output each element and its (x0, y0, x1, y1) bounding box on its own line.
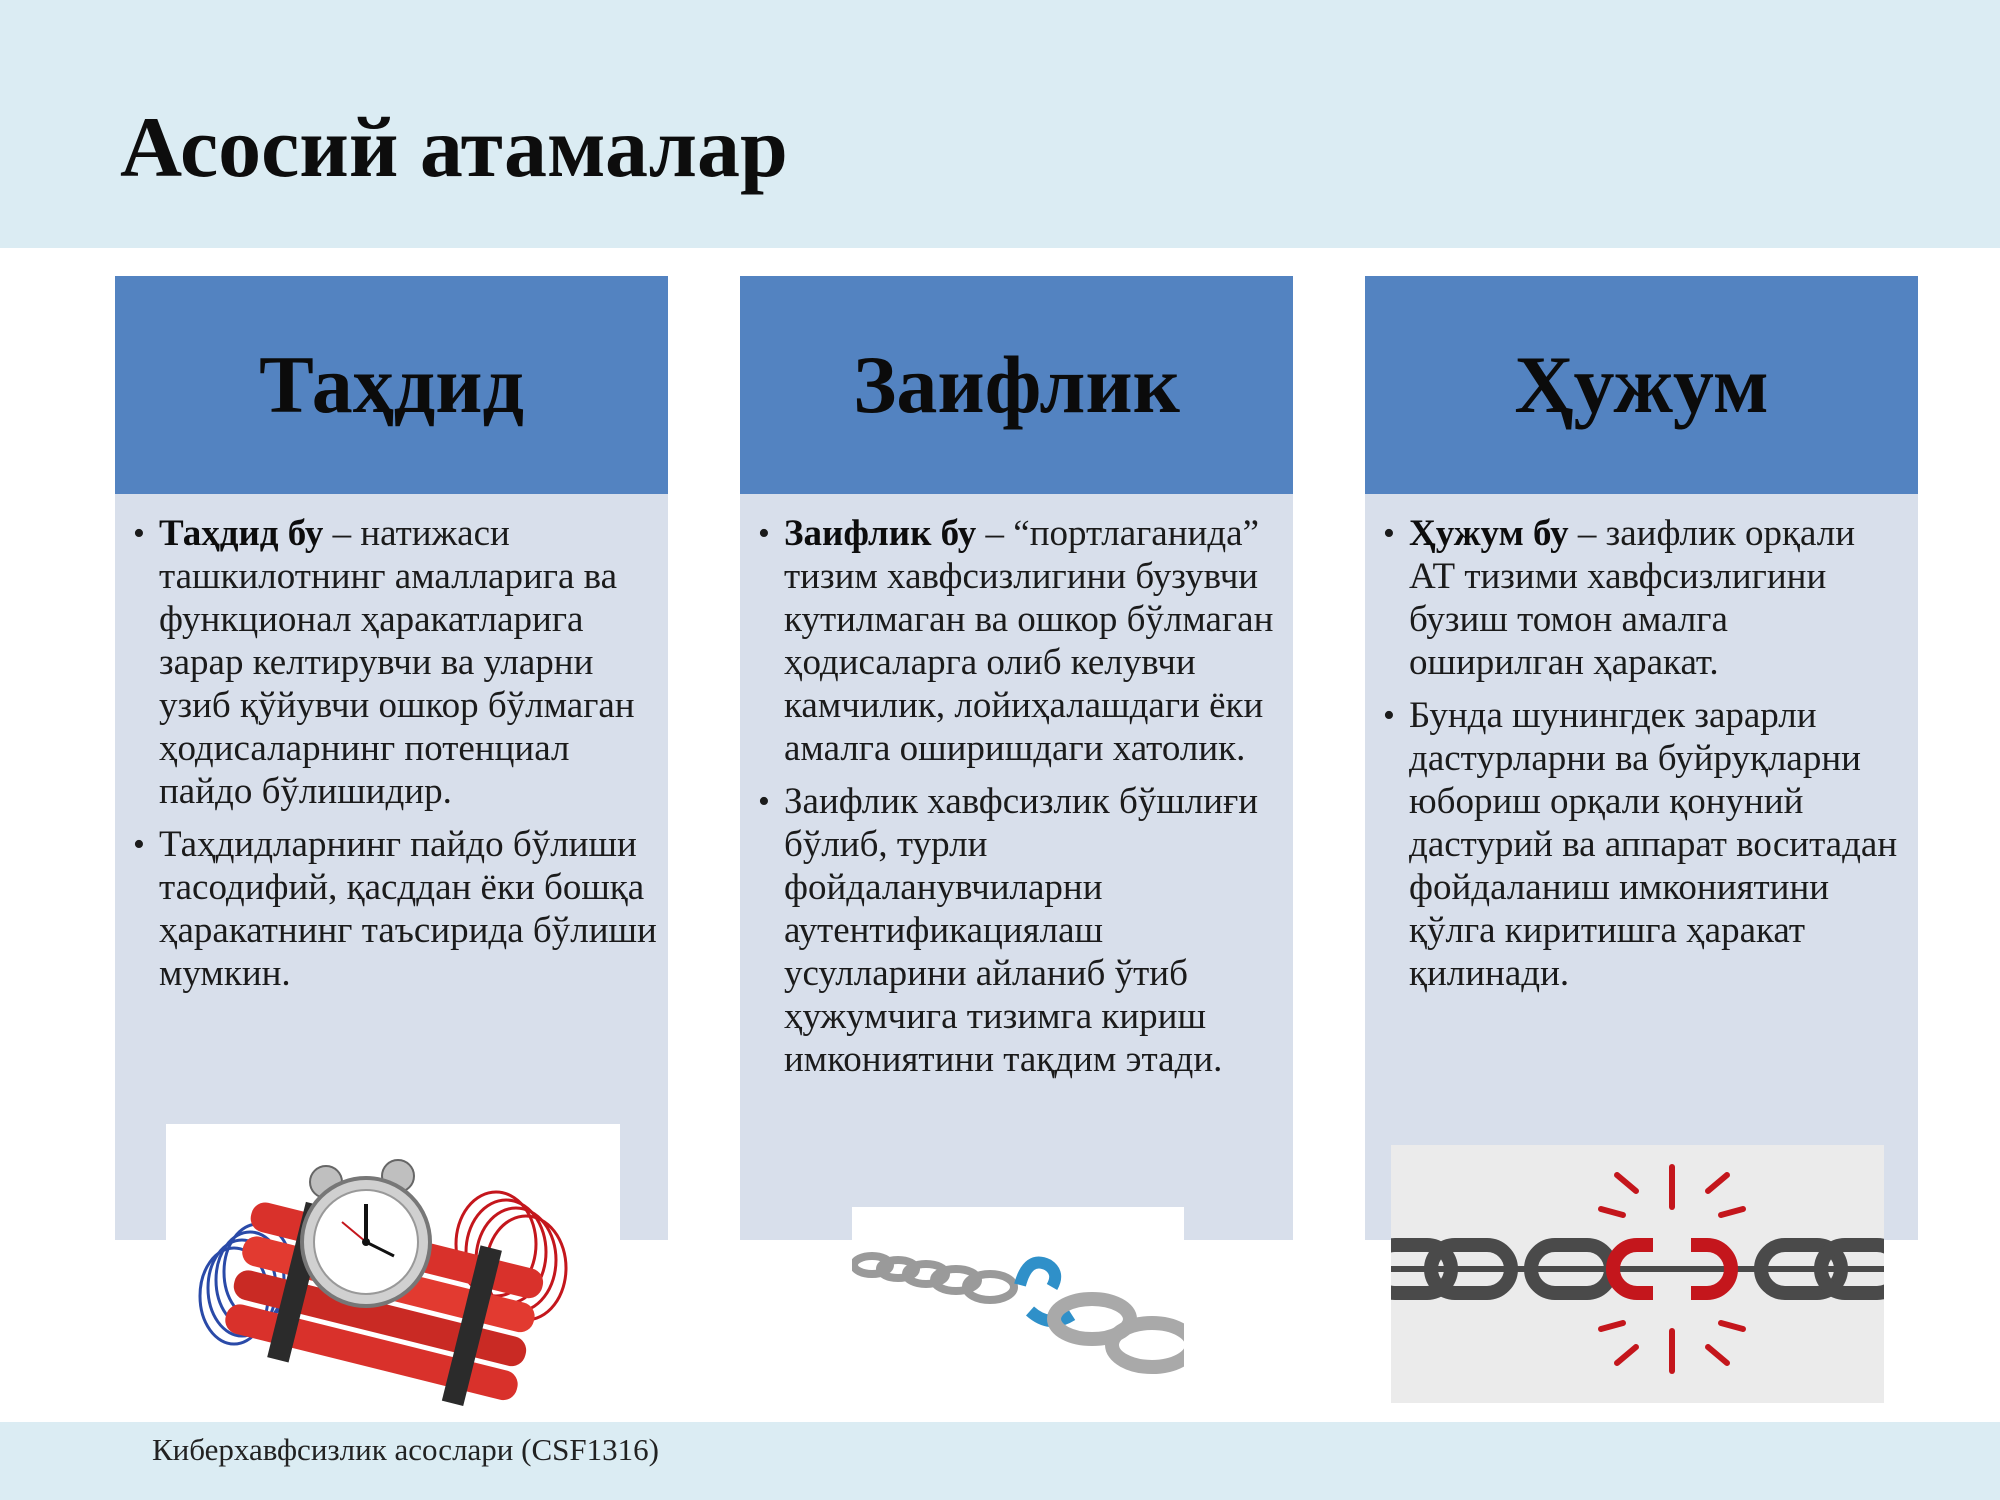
broken-chain-icon (1391, 1145, 1884, 1403)
column-header (1365, 276, 1918, 494)
column-threat (115, 276, 668, 1240)
bullet-item (1383, 694, 1909, 995)
bullet-term: Ҳужум бу (1409, 513, 1569, 554)
column-attack (1365, 276, 1918, 1240)
weak-chain-link-icon (852, 1207, 1184, 1375)
bullet-item (133, 823, 659, 995)
column-body (133, 512, 659, 1005)
bullet-item (133, 512, 659, 813)
column-title: Заифлик (853, 339, 1180, 430)
bullet-item (1383, 512, 1909, 684)
bullet-icon: • (133, 515, 145, 552)
slide-title: Асосий атамалар (120, 99, 788, 195)
bullet-icon: • (1383, 515, 1395, 552)
bullet-icon: • (1383, 697, 1395, 734)
bullet-icon: • (758, 515, 770, 552)
bullet-term: Таҳдид бу (159, 513, 324, 554)
column-header (740, 276, 1293, 494)
column-title: Таҳдид (259, 339, 524, 430)
footer-course-label: Киберхавфсизлик асослари (CSF1316) (152, 1432, 659, 1467)
bullet-item (758, 512, 1284, 770)
bullet-item (758, 780, 1284, 1081)
bullet-text: – заифлик орқали АТ тизими хавфсизлигини бузиш томон амалга оширилган ҳаракат. (1409, 513, 1855, 683)
column-header (115, 276, 668, 494)
bullet-text: Таҳдидларнинг пайдо бўлиши тасодифий, қасддан ёки бошқа ҳаракатнинг таъсирида бўлиши мумкин. (159, 824, 657, 994)
column-body (1383, 512, 1909, 1005)
bullet-term: Заифлик бу (784, 513, 977, 554)
time-bomb-icon (166, 1124, 620, 1424)
bullet-text: Бунда шунингдек зарарли дастурларни ва буйруқларни юбориш орқали қонуний дастурий ва аппарат воситадан фойдаланиш имкониятини қўлга киритишга ҳаракат қилинади. (1409, 695, 1898, 994)
bullet-icon: • (758, 783, 770, 820)
bullet-icon: • (133, 826, 145, 863)
column-body (758, 512, 1284, 1091)
bullet-text: Заифлик хавфсизлик бўшлиғи бўлиб, турли фойдаланувчиларни аутентификациялаш усулларини айланиб ўтиб ҳужумчига тизимга кириш имкониятини тақдим этади. (784, 781, 1259, 1080)
column-title: Ҳужум (1514, 339, 1769, 430)
column-vulnerability (740, 276, 1293, 1240)
bullet-text: – натижаси ташкилотнинг амалларига ва функционал ҳаракатларига зарар келтирувчи ва уларни узиб қўйувчи ошкор бўлмаган ҳодисаларнинг потенциал пайдо бўлишидир. (159, 513, 635, 812)
bullet-text: – “портлаганида” тизим хавфсизлигини бузувчи кутилмаган ва ошкор бўлмаган ҳодисаларга олиб келувчи камчилик, лойиҳалашдаги ёки амалга оширишдаги хатолик. (784, 513, 1274, 769)
